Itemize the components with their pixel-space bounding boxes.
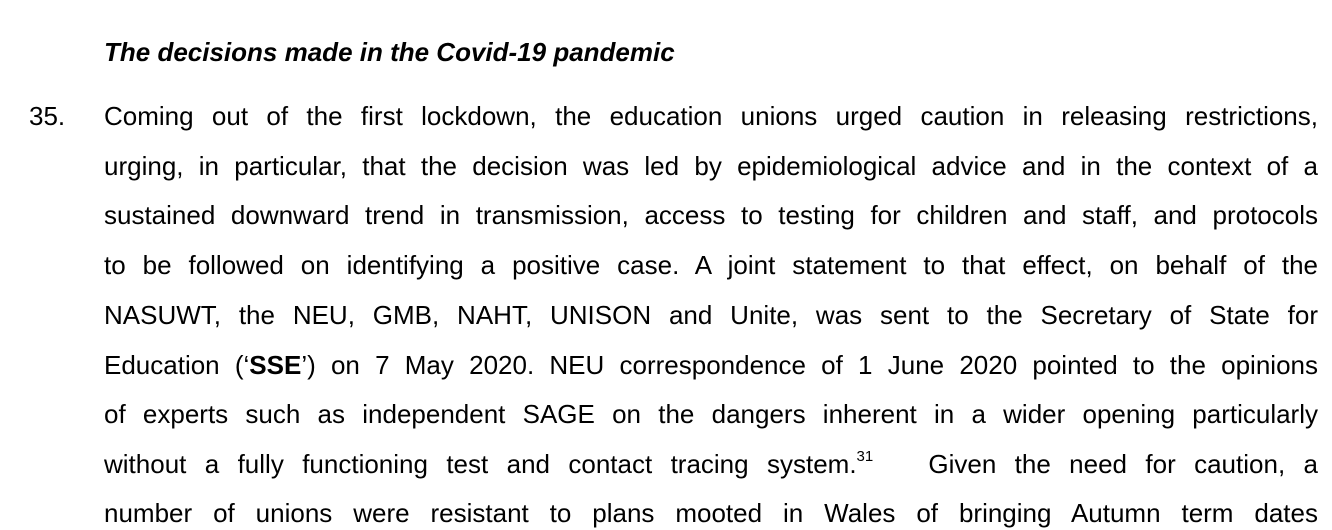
paragraph-line-7: of experts such as independent SAGE on the dangers inherent in a wider opening particularly: [104, 399, 1318, 429]
paragraph-line-4: to be followed on identifying a positive case. A joint statement to that effect, on behalf of the: [104, 250, 1318, 280]
footnote-reference[interactable]: 31: [856, 448, 874, 466]
paragraph-line-6: [104, 349, 1318, 381]
line8-text-before: without a fully functioning test and contact tracing system.: [104, 449, 857, 479]
line6-text-after: ’) on 7 May 2020. NEU correspondence of 1 June 2020 pointed to the opinions: [301, 350, 1318, 380]
line6-text-before: Education (‘: [104, 350, 250, 380]
defined-term-sse: SSE: [249, 350, 302, 380]
paragraph-line-3: sustained downward trend in transmission, access to testing for children and staff, and protocols: [104, 200, 1318, 230]
paragraph-line-8: [104, 448, 1318, 480]
line8-text-after: Given the need for caution, a: [873, 449, 1318, 479]
paragraph-line-2: urging, in particular, that the decision was led by epidemiological advice and in the context of a: [104, 151, 1318, 181]
paragraph-number: 35.: [29, 101, 66, 131]
section-heading: The decisions made in the Covid-19 pandemic: [104, 37, 675, 67]
paragraph-line-1: Coming out of the first lockdown, the education unions urged caution in releasing restrictions,: [104, 101, 1318, 131]
paragraph-line-5: NASUWT, the NEU, GMB, NAHT, UNISON and Unite, was sent to the Secretary of State for: [104, 300, 1318, 330]
paragraph-line-9: number of unions were resistant to plans mooted in Wales of bringing Autumn term dates: [104, 498, 1318, 528]
